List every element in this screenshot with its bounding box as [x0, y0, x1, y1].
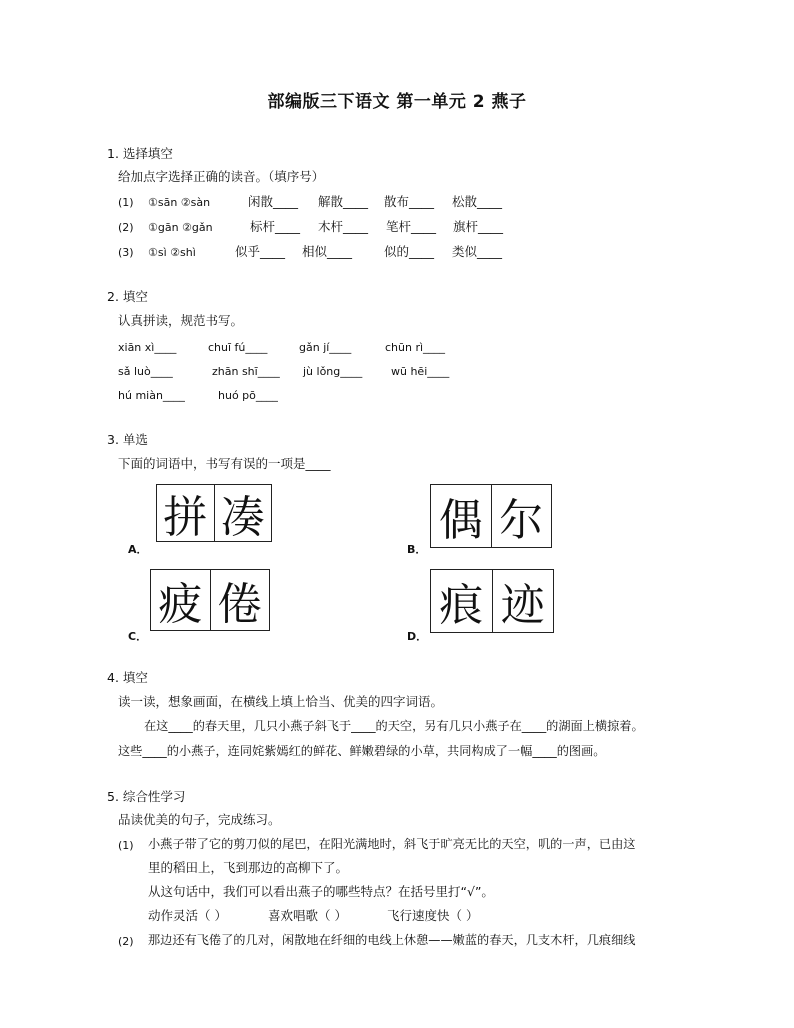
q1-row3-num: (3)	[118, 246, 134, 259]
q3-option-b-char2: 尔	[491, 485, 552, 547]
q1-row1-item3: 散布____	[384, 194, 435, 209]
q1-row2-item4: 旗杆____	[453, 219, 504, 234]
q3-option-d-label: D．	[407, 630, 428, 643]
q3-option-b-box[interactable]	[430, 484, 552, 548]
q3-option-d-char2: 迹	[492, 570, 554, 632]
q1-row2-num: (2)	[118, 221, 134, 234]
q3-option-d-char1: 痕	[439, 580, 484, 631]
page-title: 部编版三下语文 第一单元 2 燕子	[267, 92, 527, 112]
q2-pinyin-5: sǎ luò____	[118, 365, 173, 378]
q1-heading: 1. 选择填空	[107, 146, 173, 161]
q2-pinyin-4: chūn rì____	[385, 341, 446, 354]
q1-row1-item4: 松散____	[452, 194, 503, 209]
q1-row3-item4: 类似____	[452, 244, 503, 259]
q3-option-a-char1: 拼	[163, 492, 208, 543]
q2-pinyin-7: jù lǒng____	[303, 365, 363, 378]
q5-p2-num: (2)	[118, 935, 134, 948]
q5-p1-choice-1[interactable]: 动作灵活（ ）	[148, 908, 227, 923]
q5-p1-line1: 小燕子带了它的剪刀似的尾巴，在阳光满地时，斜飞于旷亮无比的天空，叽的一声，已由这	[148, 837, 636, 851]
q2-pinyin-2: chuī fú____	[208, 341, 268, 354]
q4-instruction: 读一读，想象画面，在横线上填上恰当、优美的四字词语。	[118, 694, 444, 709]
q2-pinyin-9: hú miàn____	[118, 389, 185, 402]
q5-instruction: 品读优美的句子，完成练习。	[118, 812, 281, 827]
q3-option-a-box[interactable]	[156, 484, 272, 542]
q3-instruction: 下面的词语中，书写有误的一项是____	[118, 456, 331, 471]
q3-option-c-box[interactable]	[150, 569, 270, 631]
q3-option-c-char2: 倦	[210, 570, 270, 630]
q3-option-c-char1: 疲	[158, 579, 203, 630]
q5-p1-line2: 里的稻田上，飞到那边的高柳下了。	[148, 860, 349, 875]
q3-option-a-char2: 凑	[214, 485, 272, 541]
q5-p1-num: (1)	[118, 839, 134, 852]
q1-row2-options: ①gān ②gǎn	[148, 221, 213, 234]
q2-pinyin-1: xiān xì____	[118, 341, 177, 354]
q1-row3-options: ①sì ②shì	[148, 246, 196, 259]
q3-option-a-label: A．	[128, 543, 148, 556]
q1-row2-item2: 木杆____	[318, 219, 369, 234]
q2-instruction: 认真拼读，规范书写。	[118, 313, 244, 328]
q1-row1-item1: 闲散____	[248, 194, 299, 209]
q1-row3-item1: 似乎____	[235, 244, 286, 259]
q1-row3-item2: 相似____	[302, 244, 353, 259]
q2-pinyin-8: wū hēi____	[391, 365, 450, 378]
q5-p1-choice-2[interactable]: 喜欢唱歌（ ）	[268, 908, 347, 923]
q2-heading: 2. 填空	[107, 289, 148, 304]
q1-row1-item2: 解散____	[318, 194, 369, 209]
q2-pinyin-6: zhān shī____	[212, 365, 280, 378]
q4-heading: 4. 填空	[107, 670, 148, 685]
q4-line2: 这些____的小燕子，连同姹紫嫣红的鲜花、鲜嫩碧绿的小草，共同构成了一幅____的图画。	[118, 744, 606, 758]
q1-row2-item3: 笔杆____	[386, 219, 437, 234]
q3-option-d-box[interactable]	[430, 569, 554, 633]
q4-line1: 在这____的春天里，几只小燕子斜飞于____的天空，另有几只小燕子在____的湖面上横掠着。	[144, 719, 644, 733]
q5-heading: 5. 综合性学习	[107, 789, 186, 804]
q3-heading: 3. 单选	[107, 432, 148, 447]
q1-row2-item1: 标杆____	[250, 219, 301, 234]
q3-option-b-label: B．	[407, 543, 427, 556]
q3-option-c-label: C．	[128, 630, 148, 643]
q5-p1-choice-3[interactable]: 飞行速度快（ ）	[387, 908, 479, 923]
q2-pinyin-3: gǎn jí____	[299, 341, 352, 354]
q5-p1-question: 从这句话中，我们可以看出燕子的哪些特点？在括号里打“√”。	[148, 884, 494, 899]
q1-instruction: 给加点字选择正确的读音。（填序号）	[118, 169, 325, 184]
q1-row1-num: (1)	[118, 196, 134, 209]
q2-pinyin-10: huó pō____	[218, 389, 278, 402]
q3-option-b-char1: 偶	[438, 495, 483, 546]
q5-p2-line1: 那边还有飞倦了的几对，闲散地在纤细的电线上休憩——嫩蓝的春天，几支木杆，几痕细线	[148, 933, 636, 947]
q1-row1-options: ①sān ②sàn	[148, 196, 211, 209]
q1-row3-item3: 似的____	[384, 244, 435, 259]
